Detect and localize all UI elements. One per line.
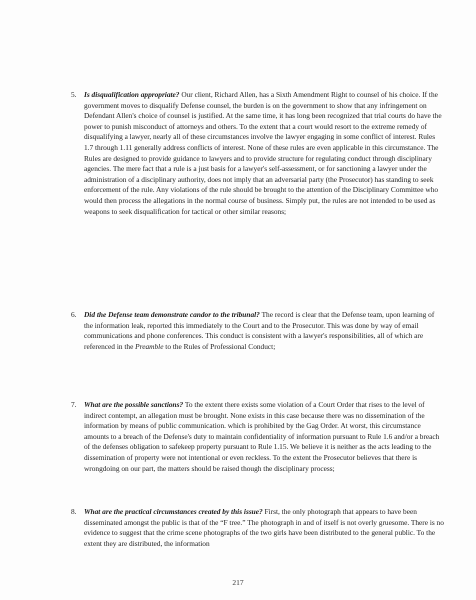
- item-number: 8.: [71, 507, 77, 516]
- item-italic-term: Preamble: [135, 341, 164, 351]
- item-question: Did the Defense team demonstrate candor to the tribunal?: [84, 310, 260, 319]
- item-text-end: to the Rules of Professional Conduct;: [163, 341, 276, 351]
- item-number: 6.: [71, 310, 77, 319]
- item-number: 5.: [71, 90, 77, 99]
- item-question: Is disqualification appropriate?: [84, 90, 180, 99]
- item-question: What are the practical circumstances created by this issue?: [84, 507, 263, 516]
- paragraph-item-8: [71, 507, 444, 549]
- item-text: First, the only photograph that appears to have been disseminated amongst the public is that of the “F tree.” The photograph in and of itself is not overly gruesome. There is no evidence to suggest that the crime scene photographs of the two girls have been distributed to the general public. To the extent they are distributed, the information: [84, 507, 444, 548]
- item-text: Our client, Richard Allen, has a Sixth Amendment Right to counsel of his choice. If the government moves to disqualify Defense counsel, the burden is on the government to show that any infringement on Defendant Allen's choice of counsel is justified. At the same time, it has long been recognized that trial courts do have the power to punish misconduct of attorneys and others. To the extent that a court would resort to the extreme remedy of disqualifying a lawyer, nearly all of these circumstances involve the lawyer engaging in some conflict of interest. Rules 1.7 through 1.11 generally address conflicts of interest. None of these rules are even applicable in this circumstance. The Rules are designed to provide guidance to lawyers and to provide structure for regulating conduct through disciplinary agencies. The mere fact that a rule is a just basis for a lawyer's self-assessment, or for sanctioning a lawyer under the administration of a disciplinary authority, does not imply that an adversarial party (the Prosecutor) has standing to seek enforcement of the rule. Any violations of the rule should be brought to the attention of the Disciplinary Committee who would then process the allegations in the normal course of business. Simply put, the rules are not intended to be used as weapons to seek disqualification for tactical or other similar reasons;: [84, 90, 442, 216]
- item-text: To the extent there exists some violation of a Court Order that rises to the level of indirect contempt, an allegation must be brought. None exists in this case because there was no dissemination of the information by means of public communication. which is prohibited by the Gag Order. At worst, this circumstance amounts to a breach of the Defense's duty to maintain confidentiality of information pursuant to Rule 1.6 and/or a breach of the defenses obligation to safekeep property pursuant to Rule 1.15. We believe it is neither as the acts leading to the dissemination of property were not intentional or even reckless. To the extent the Prosecutor believes that there is wrongdoing on our part, the matters should be raised though the disciplinary process;: [84, 400, 440, 473]
- paragraph-item-7: [71, 400, 444, 474]
- item-question: What are the possible sanctions?: [84, 400, 184, 409]
- paragraph-item-6: [71, 310, 444, 352]
- item-text: The record is clear that the Defense team, upon learning of the information leak, reported this immediately to the Court and to the Prosecutor. This was done by way of email communications and phone conferences. This conduct is consistent with a lawyer's responsibilities, all of which are referenced in the: [84, 310, 435, 351]
- page-number: 217: [232, 578, 244, 587]
- item-number: 7.: [71, 400, 77, 409]
- paragraph-item-5: [71, 90, 444, 217]
